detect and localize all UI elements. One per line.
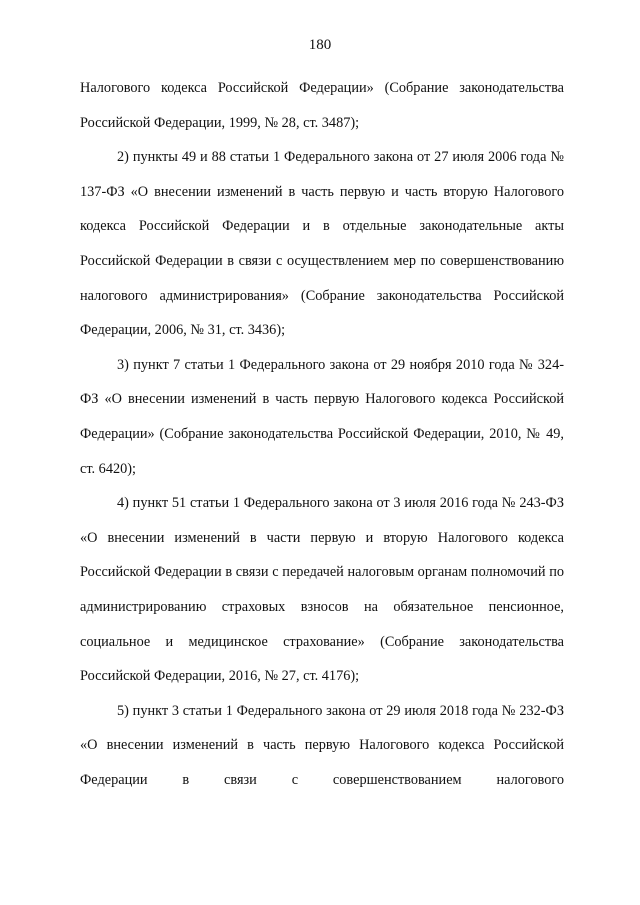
list-item-5: 5) пункт 3 статьи 1 Федерального закона от 29 июля 2018 года № 232-ФЗ «О внесении изменений в часть первую Налогового кодекса Российской Федерации в связи с совершенствованием налогового	[80, 702, 564, 788]
page-number: 180	[308, 37, 332, 53]
list-item-2: 2) пункты 49 и 88 статьи 1 Федерального закона от 27 июля 2006 года № 137-ФЗ «О внесении изменений в часть первую и часть вторую Налогового кодекса Российской Федерации и в отдельные законодательные акты Российской Федерации в связи с осуществлением мер по совершенствованию налогового администрирования» (Собрание законодательства Российской Федерации, 2006, № 31, ст. 3436);	[80, 149, 564, 339]
list-item-4: 4) пункт 51 статьи 1 Федерального закона от 3 июля 2016 года № 243-ФЗ «О внесении изменений в части первую и вторую Налогового кодекса Российской Федерации в связи с передачей налоговым органам полномочий по администрированию страховых взносов на обязательное пенсионное, социальное и медицинское страхование» (Собрание законодательства Российской Федерации, 2016, № 27, ст. 4176);	[80, 495, 564, 685]
paragraph-continuation: Налогового кодекса Российской Федерации» (Собрание законодательства Российской Федерации, 1999, № 28, ст. 3487);	[80, 80, 564, 131]
list-item-3: 3) пункт 7 статьи 1 Федерального закона от 29 ноября 2010 года № 324-ФЗ «О внесении изменений в часть первую Налогового кодекса Российской Федерации» (Собрание законодательства Российской Федерации, 2010, № 49, ст. 6420);	[80, 356, 564, 477]
document-body	[80, 71, 564, 797]
